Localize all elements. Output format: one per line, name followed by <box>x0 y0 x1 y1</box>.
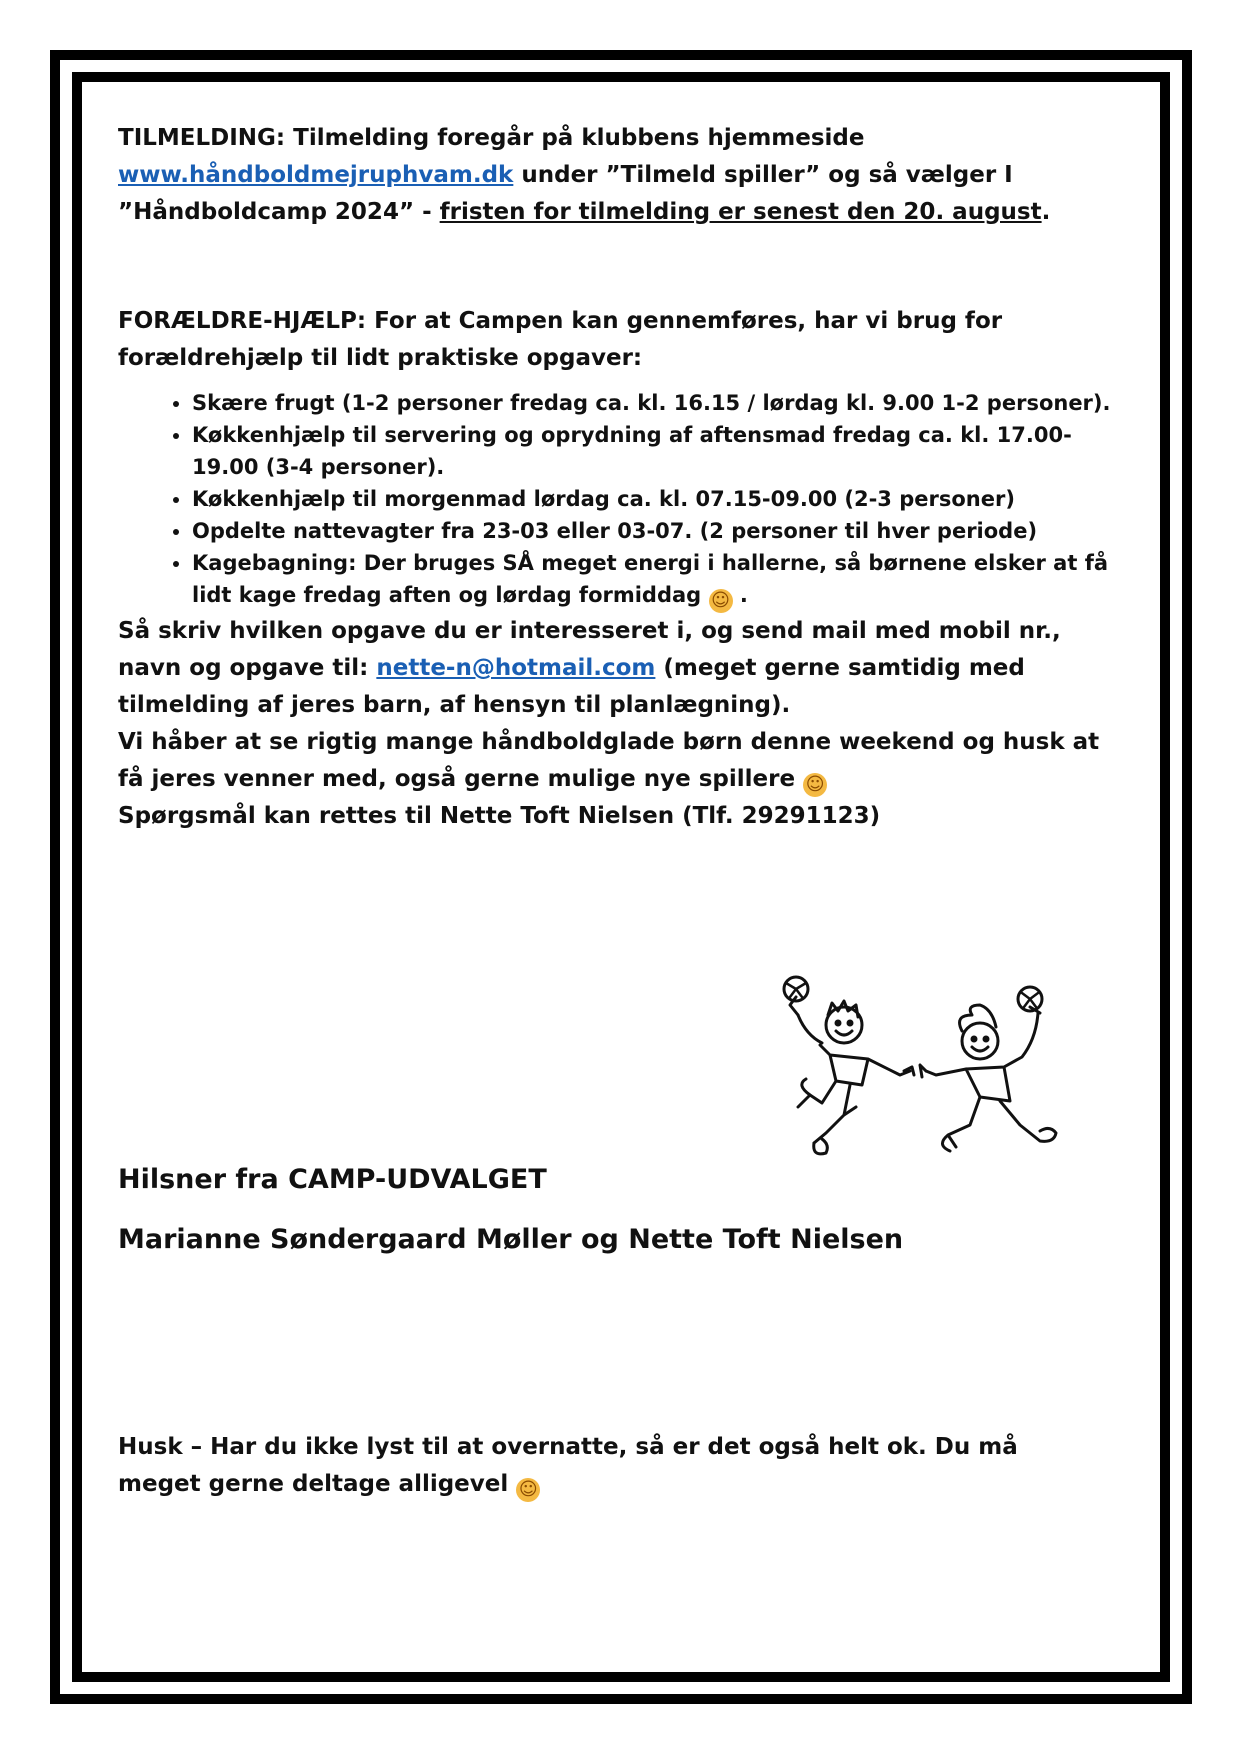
list-item: • Opdelte nattevagter fra 23-03 eller 03-07. (2 personer til hver periode) <box>192 515 1118 547</box>
smiley-icon: ☺ <box>709 589 733 613</box>
smiley-icon: ☺ <box>516 1478 540 1502</box>
parent-help-label: FORÆLDRE-HJÆLP: <box>118 308 367 334</box>
boy-figure <box>784 977 914 1154</box>
list-item: • Skære frugt (1-2 personer fredag ca. kl. 16.15 / lørdag kl. 9.00 1-2 personer). <box>192 387 1118 419</box>
hope-paragraph: Vi håber at se rigtig mange håndboldglade børn denne weekend og husk at få jeres venner med, også gerne mulige nye spillere ☺ <box>118 729 1100 795</box>
smiley-icon: ☺ <box>803 773 827 797</box>
email-link[interactable]: nette-n@hotmail.com <box>376 655 656 681</box>
list-item: • Køkkenhjælp til servering og oprydning af aftensmad fredag ca. kl. 17.00-19.00 (3-4 personer). <box>192 419 1118 483</box>
list-item: • Kagebagning: Der bruges SÅ meget energi i hallerne, så børnene elsker at få lidt kage fredag aften og lørdag formiddag ☺ . <box>192 547 1118 613</box>
tilmelding-label: TILMELDING: <box>118 125 286 151</box>
girl-figure <box>920 987 1056 1151</box>
parent-help-section <box>118 303 1118 613</box>
task-list <box>118 387 1118 613</box>
document-body <box>118 120 1118 835</box>
list-item: • Køkkenhjælp til morgenmad lørdag ca. kl. 07.15-09.00 (2-3 personer) <box>192 483 1118 515</box>
club-website-link[interactable]: www.håndboldmejruphvam.dk <box>118 162 514 188</box>
reminder-paragraph: Husk – Har du ikke lyst til at overnatte, så er det også helt ok. Du må meget gerne deltage alligevel ☺ <box>118 1434 1018 1500</box>
contact-question: Spørgsmål kan rettes til Nette Toft Nielsen (Tlf. 29291123) <box>118 803 881 829</box>
deadline-text: fristen for tilmelding er senest den 20. august <box>439 199 1042 225</box>
greeting-block <box>118 1160 903 1280</box>
volunteer-request: Så skriv hvilken opgave du er interesseret i, og send mail med mobil nr., navn og opgave til: nette-n@hotmail.com (meget gerne samtidig med tilmelding af jeres barn, af hensyn til planlægning). <box>118 618 1061 718</box>
parent-help-intro: FORÆLDRE-HJÆLP: For at Campen kan gennemføres, har vi brug for forældrehjælp til lidt praktiske opgaver: <box>118 308 1003 371</box>
greeting-line: Hilsner fra CAMP-UDVALGET <box>118 1164 547 1195</box>
signature-names: Marianne Søndergaard Møller og Nette Toft Nielsen <box>118 1224 904 1255</box>
tilmelding-paragraph: TILMELDING: Tilmelding foregår på klubbens hjemmeside www.håndboldmejruphvam.dk under ”Tilmeld spiller” og så vælger I ”Håndboldcamp 2024” - fristen for tilmelding er senest den 20. august. <box>118 125 1051 225</box>
